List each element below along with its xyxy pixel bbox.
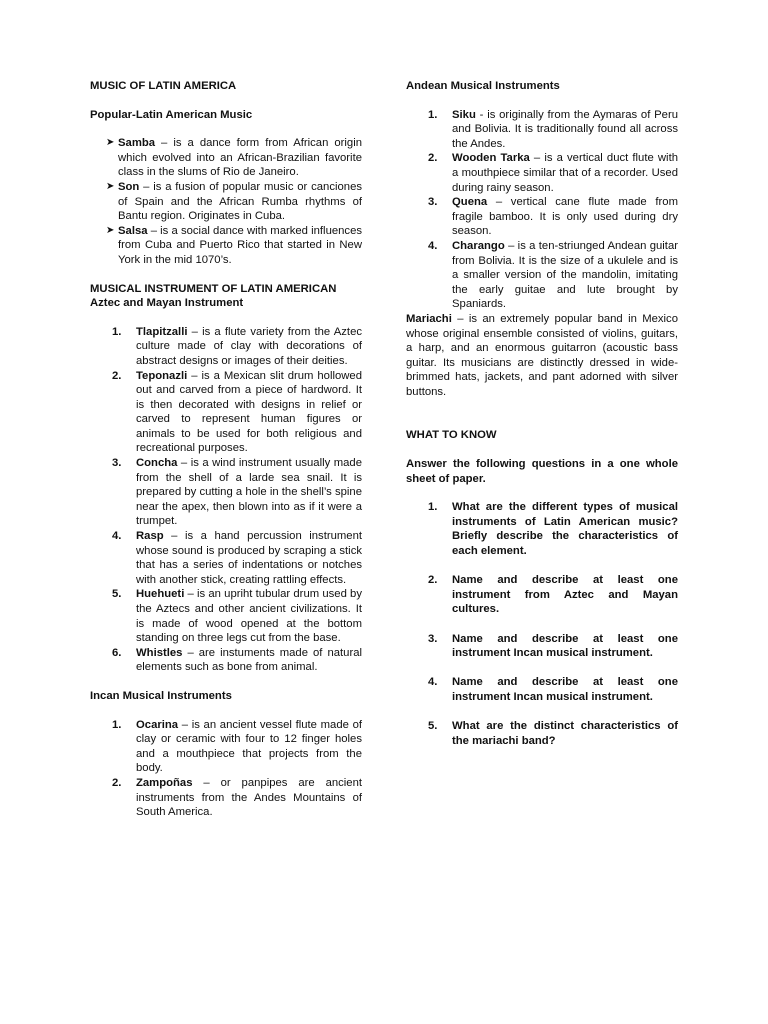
list-item: 1. Siku - is originally from the Aymaras of Peru and Bolivia. It is traditionally found all across the Andes. — [428, 108, 678, 150]
question-item: 4. Name and describe at least one instrument Incan musical instrument. — [428, 676, 678, 703]
list-item: 4. Rasp – is a hand percussion instrument whose sound is produced by scraping a stick that has a series of indentations or notches with another stick, creating rattling effects. — [112, 530, 362, 586]
question-item: 3. Name and describe at least one instrument Incan musical instrument. — [428, 632, 678, 660]
list-item: 3. Concha – is a wind instrument usually made from the shell of a larde sea snail. It is prepared by cutting a hole in the shell’s spine near the apex, then blown into as if it were a trumpet. — [112, 457, 362, 528]
incan-heading: Incan Musical Instruments — [90, 689, 232, 702]
list-item: 1. Ocarina – is an ancient vessel flute made of clay or ceramic with four to 12 finger holes and a mouthpiece that projects from the body. — [112, 718, 362, 775]
list-item: 2. Zampoñas – or panpipes are ancient instruments from the Andes Mountains of South America. — [112, 776, 362, 819]
list-item: 4. Charango – is a ten-striunged Andean guitar from Bolivia. It is the size of a ukulele and is a smaller version of the mandolin, imitating the early guitae and lute brought by Spaniards. — [428, 239, 678, 311]
list-item: ➤ Son – is a fusion of popular music or canciones of Spain and the African Rumba rhythms of Bantu region. Originates in Cuba. — [106, 180, 362, 223]
list-item: 2. Teponazli – is a Mexican slit drum hollowed out and carved from a piece of hardword. It is then decorated with designs in relief or carved to represent human figures or animals to be used for both religious and recreational purposes. — [112, 369, 362, 455]
list-item: 3. Quena – vertical cane flute made from fragile bamboo. It is only used during dry season. — [428, 196, 678, 238]
question-item: 5. What are the distinct characteristics of the mariachi band? — [428, 720, 678, 747]
andean-heading: Andean Musical Instruments — [406, 80, 560, 92]
arrow-bullet-icon: ➤ — [106, 137, 115, 149]
popular-music-list — [90, 136, 362, 267]
list-item: 2. Wooden Tarka – is a vertical duct flute with a mouthpiece similar that of a recorder. Used during rainy season. — [428, 152, 678, 194]
andean-list — [406, 108, 678, 312]
mariachi-paragraph: Mariachi – is an extremely popular band in Mexico whose original ensemble consisted of violins, guitars, a harp, and an enormous guitarron (acoustic bass guitar. Its musicians are distinctly dressed in wide-brimmed hats, jackets, and pant adorned with silver buttons. — [406, 312, 678, 398]
question-item: 2. Name and describe at least one instrument from Aztec and Mayan cultures. — [428, 574, 678, 616]
list-item: 5. Huehueti – is an upriht tubular drum used by the Aztecs and other ancient civilizations. It is made of wood opened at the bottom standing on three legs cut from the base. — [112, 588, 362, 645]
what-to-know-heading: WHAT TO KNOW — [406, 429, 497, 442]
list-item: ➤ Salsa – is a social dance with marked influences from Cuba and Puerto Rico that started in New York in the mid 1070’s. — [106, 224, 362, 266]
list-item: ➤ Samba – is a dance form from African origin which evolved into an African-Brazilian favorite class in the slums of Rio de Janeiro. — [106, 137, 362, 179]
instrument-heading: MUSICAL INSTRUMENT OF LATIN AMERICAN — [90, 282, 337, 295]
question-item: 1. What are the different types of musical instruments of Latin American music? Briefly describe the characteristics of each element. — [428, 501, 678, 558]
right-column — [406, 79, 678, 763]
arrow-bullet-icon: ➤ — [106, 180, 115, 192]
list-item: 6. Whistles – are instuments made of natural elements such as bone from animal. — [112, 646, 362, 674]
instruction-text: Answer the following questions in a one whole sheet of paper. — [406, 458, 678, 485]
list-item: 1. Tlapitzalli – is a flute variety from the Aztec culture made of clay with decorations of abstract designs or images of their deities. — [112, 325, 362, 367]
document-title: MUSIC OF LATIN AMERICA — [90, 80, 237, 92]
aztec-list — [90, 325, 362, 675]
arrow-bullet-icon: ➤ — [106, 224, 115, 236]
question-list — [406, 500, 678, 748]
incan-list — [90, 718, 362, 820]
left-column — [90, 79, 362, 820]
popular-music-heading: Popular-Latin American Music — [90, 108, 253, 121]
aztec-heading: Aztec and Mayan Instrument — [90, 297, 244, 310]
